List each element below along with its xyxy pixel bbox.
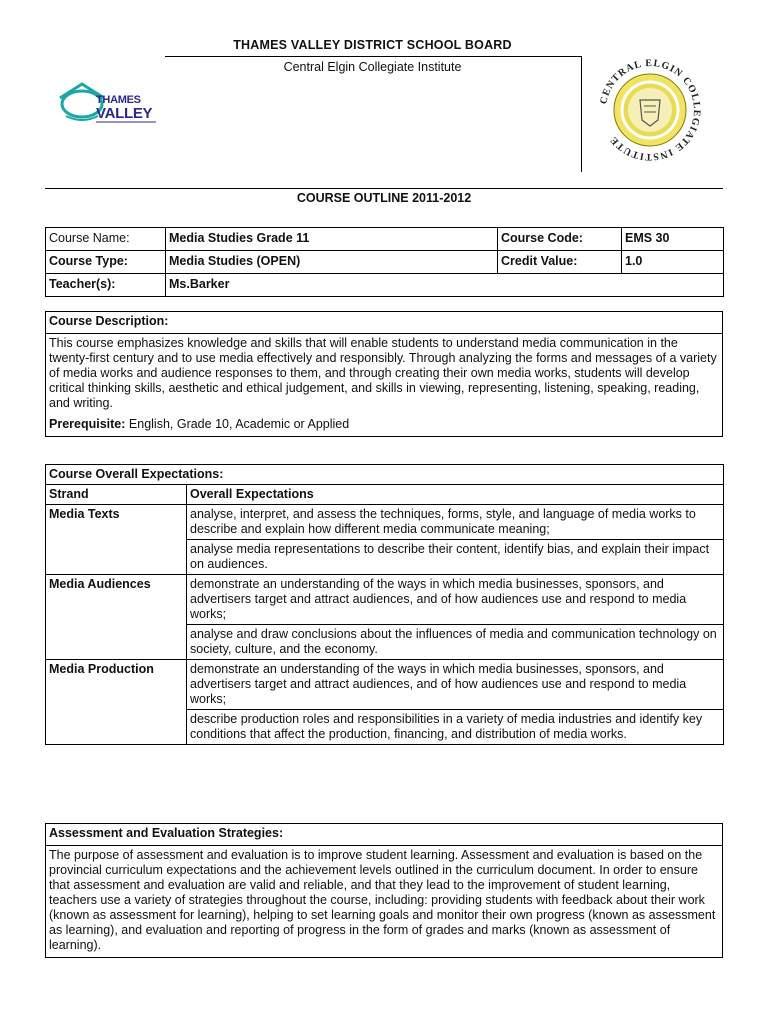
credit-value: 1.0 bbox=[622, 251, 724, 274]
course-description-table bbox=[45, 311, 723, 437]
svg-text:VALLEY: VALLEY bbox=[96, 105, 153, 122]
strand-media-production: Media Production bbox=[46, 660, 187, 745]
table-row bbox=[46, 660, 724, 710]
outline-title: COURSE OUTLINE 2011-2012 bbox=[296, 191, 472, 205]
table-row bbox=[46, 575, 724, 625]
teacher-value: Ms.Barker bbox=[166, 274, 724, 297]
header-vertical-divider bbox=[581, 56, 582, 172]
expectation-item: analyse media representations to describe their content, identify bias, and explain their impact on audiences. bbox=[187, 540, 724, 575]
course-name-row bbox=[46, 228, 724, 251]
expectations-table bbox=[45, 464, 724, 745]
course-description-cell bbox=[46, 334, 723, 437]
course-info-table bbox=[45, 227, 724, 297]
course-type-value: Media Studies (OPEN) bbox=[166, 251, 498, 274]
assessment-table bbox=[45, 823, 723, 958]
prerequisite-label: Prerequisite: bbox=[49, 417, 126, 431]
school-seal-icon bbox=[594, 54, 706, 166]
strand-column-header: Strand bbox=[46, 485, 187, 505]
expectations-heading: Course Overall Expectations: bbox=[46, 465, 724, 485]
credit-value-label: Credit Value: bbox=[498, 251, 622, 274]
overall-column-header: Overall Expectations bbox=[187, 485, 724, 505]
board-name: THAMES VALLEY DISTRICT SCHOOL BOARD bbox=[233, 38, 512, 52]
course-description-heading: Course Description: bbox=[46, 312, 723, 334]
strand-media-texts: Media Texts bbox=[46, 505, 187, 575]
course-code-label: Course Code: bbox=[498, 228, 622, 251]
expectation-item: analyse and draw conclusions about the influences of media and communication technology on society, culture, and the economy. bbox=[187, 625, 724, 660]
expectation-item: demonstrate an understanding of the ways in which media businesses, sponsors, and advertisers target and attract audiences, and of how audiences use and respond to media works; bbox=[187, 575, 724, 625]
prerequisite bbox=[49, 417, 719, 432]
header-divider bbox=[165, 56, 582, 57]
course-type-row bbox=[46, 251, 724, 274]
course-description-text: This course emphasizes knowledge and skills that will enable students to understand media communication in the twenty-first century and to use media effectively and responsibly. Through analyzing the forms and messages of a variety of media works and audience responses to them, and through creating their own media works, students will develop critical thinking skills, aesthetic and ethical judgement, and skills in viewing, representing, listening, speaking, reading, and writing. bbox=[49, 336, 717, 410]
expectation-item: demonstrate an understanding of the ways in which media businesses, sponsors, and advertisers target and attract audiences, and of how audiences use and respond to media works; bbox=[187, 660, 724, 710]
svg-text:CENTRAL ELGIN COLLEGIATE INSTI: CENTRAL ELGIN COLLEGIATE INSTITUTE bbox=[598, 57, 703, 163]
outline-divider bbox=[45, 188, 723, 189]
course-name-label: Course Name: bbox=[46, 228, 166, 251]
course-type-label: Course Type: bbox=[46, 251, 166, 274]
thames-valley-logo-icon bbox=[56, 76, 160, 126]
svg-text:THAMES: THAMES bbox=[96, 94, 141, 106]
course-name-value: Media Studies Grade 11 bbox=[166, 228, 498, 251]
teacher-row bbox=[46, 274, 724, 297]
course-code-value: EMS 30 bbox=[622, 228, 724, 251]
table-row bbox=[46, 505, 724, 540]
teacher-label: Teacher(s): bbox=[46, 274, 166, 297]
strand-media-audiences: Media Audiences bbox=[46, 575, 187, 660]
assessment-heading: Assessment and Evaluation Strategies: bbox=[46, 824, 723, 846]
expectation-item: analyse, interpret, and assess the techniques, forms, style, and language of media works to describe and explain how different media communicate meaning; bbox=[187, 505, 724, 540]
prerequisite-value: English, Grade 10, Academic or Applied bbox=[128, 417, 350, 431]
assessment-text: The purpose of assessment and evaluation is to improve student learning. Assessment and evaluation is based on the provincial curriculum expectations and the achievement levels outlined in the curriculum document. In order to ensure that assessment and evaluation are valid and reliable, and that they lead to the improvement of student learning, teachers use a variety of strategies throughout the course, including: providing students with feedback about their work (known as assessment for learning), helping to set learning goals and monitor their own progress (known as assessment as learning), and evaluation and reporting of progress in the form of grades and marks (known as assessment of learning). bbox=[46, 846, 723, 958]
school-name: Central Elgin Collegiate Institute bbox=[283, 60, 462, 74]
expectation-item: describe production roles and responsibilities in a variety of media industries and identify key conditions that affect the production, financing, and distribution of media works. bbox=[187, 710, 724, 745]
